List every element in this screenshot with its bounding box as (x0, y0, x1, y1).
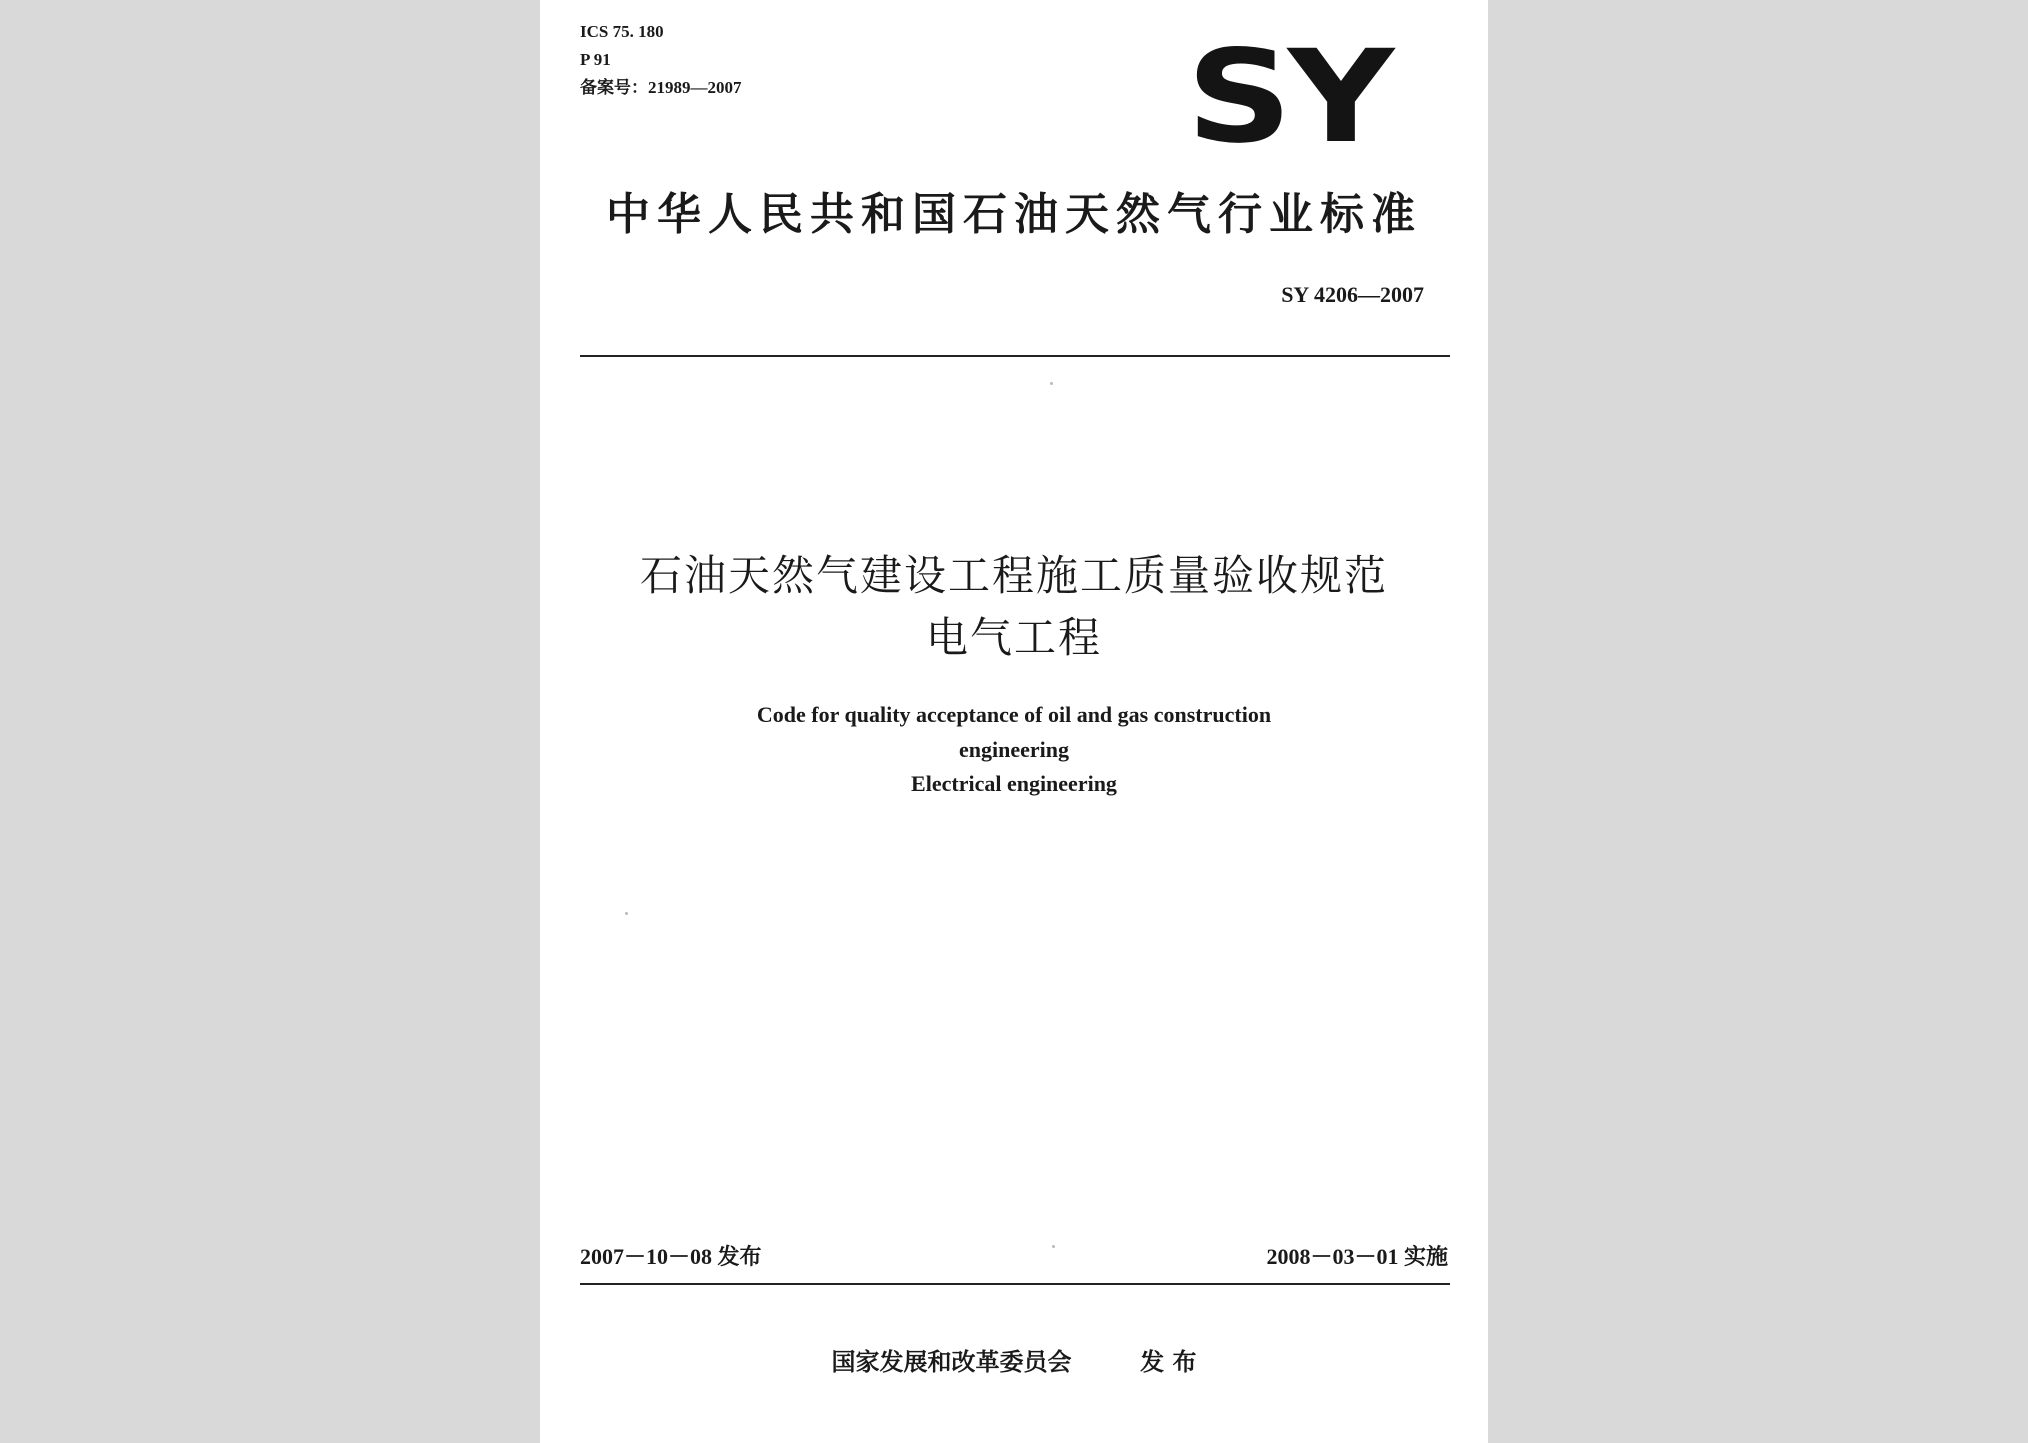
publisher-line (540, 1342, 1488, 1377)
scan-speck (1050, 382, 1053, 385)
issue-date: 2007－10－08 发布 (580, 1244, 762, 1269)
sy-logo (1186, 23, 1390, 172)
implement-date: 2008－03－01 实施 (1266, 1244, 1448, 1269)
title-cn-line2: 电气工程 (925, 613, 1102, 662)
publisher-name: 国家发展和改革委员会 (831, 1348, 1072, 1376)
top-divider (580, 355, 1450, 357)
standard-number: SY 4206—2007 (1281, 282, 1424, 307)
title-en-line2: engineering (959, 737, 1069, 762)
scan-speck (1052, 1245, 1055, 1248)
scan-speck (625, 912, 628, 915)
classification-code: P 91 (580, 50, 611, 69)
bottom-divider (580, 1283, 1450, 1285)
title-en-line1: Code for quality acceptance of oil and gas construction (756, 702, 1272, 727)
title-cn-line1: 石油天然气建设工程施工质量验收规范 (639, 551, 1388, 600)
publisher-action: 发 布 (1140, 1348, 1197, 1376)
document-cover-page (540, 0, 1488, 1443)
title-en-line3: Electrical engineering (911, 771, 1117, 796)
record-number: 备案号：21989—2007 (580, 78, 742, 97)
ics-code: ICS 75. 180 (580, 22, 664, 41)
org-title: 中华人民共和国石油天然气行业标准 (606, 189, 1422, 240)
sy-logo-text: SY (1186, 23, 1390, 172)
